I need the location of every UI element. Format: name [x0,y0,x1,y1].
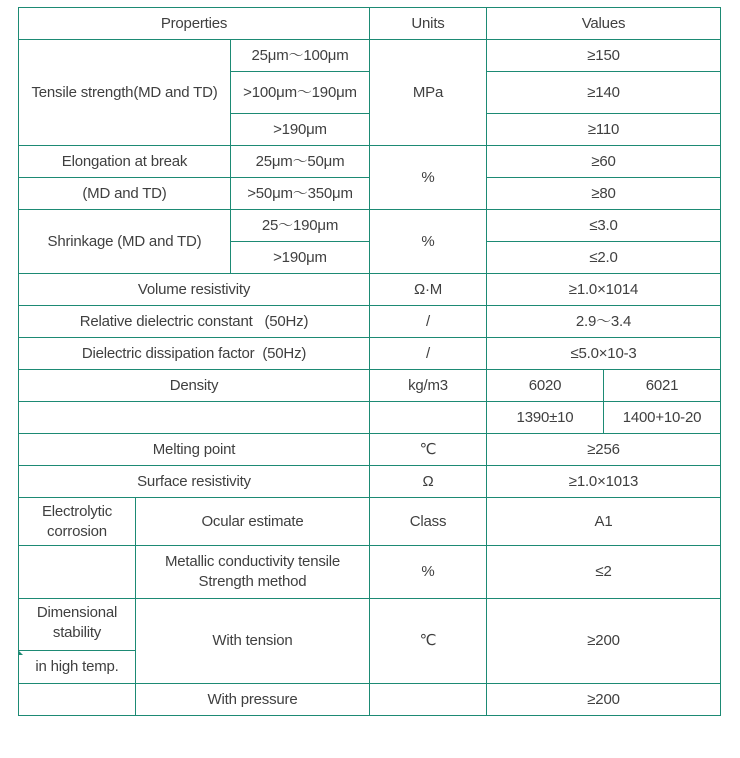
melting-point-unit: ℃ [370,434,487,466]
dimensional-label [18,599,136,651]
dimensional-unit-2 [370,684,487,716]
density-value-a: 1390±10 [487,402,604,434]
tensile-range-2: >100μm～190μm [231,72,370,114]
shrinkage-unit: % [370,210,487,274]
elongation-range-2: >50μm～350μm [231,178,370,210]
volume-resistivity-value: ≥1.0×1014 [487,274,721,306]
shrinkage-range-1: 25～190μm [231,210,370,242]
volume-resistivity-unit: Ω·M [370,274,487,306]
density-unit: kg/m3 [370,370,487,402]
electrolytic-label [18,498,136,546]
shrinkage-value-1: ≤3.0 [487,210,721,242]
tensile-range-1: 25μm～100μm [231,40,370,72]
density-value-b: 1400+10-20 [604,402,721,434]
dimensional-value-1: ≥200 [487,599,721,684]
dissipation-factor-label: Dielectric dissipation factor (50Hz) [18,338,370,370]
elongation-range-1: 25μm～50μm [231,146,370,178]
electrolytic-unit-1: Class [370,498,487,546]
dielectric-constant-unit: / [370,306,487,338]
density-empty-label [18,402,370,434]
electrolytic-method-2 [136,546,370,599]
dimensional-empty [18,684,136,716]
header-properties: Properties [18,7,370,40]
surface-resistivity-unit: Ω [370,466,487,498]
elongation-label-1: Elongation at break [18,146,231,178]
dimensional-label-3: in high temp. [18,651,136,684]
volume-resistivity-label: Volume resistivity [18,274,370,306]
elongation-unit: % [370,146,487,210]
dimensional-method-2: With pressure [136,684,370,716]
melting-point-label: Melting point [18,434,370,466]
density-label: Density [18,370,370,402]
electrolytic-value-2: ≤2 [487,546,721,599]
elongation-value-2: ≥80 [487,178,721,210]
density-empty-unit [370,402,487,434]
tensile-value-2: ≥140 [487,72,721,114]
electrolytic-value-1: A1 [487,498,721,546]
dielectric-constant-value: 2.9～3.4 [487,306,721,338]
density-grade-a: 6020 [487,370,604,402]
tensile-label: Tensile strength(MD and TD) [18,40,231,146]
electrolytic-unit-2: % [370,546,487,599]
corner-marker-icon [19,651,23,655]
tensile-range-3: >190μm [231,114,370,146]
dimensional-unit-1: ℃ [370,599,487,684]
shrinkage-range-2: >190μm [231,242,370,274]
dielectric-constant-label: Relative dielectric constant (50Hz) [18,306,370,338]
elongation-value-1: ≥60 [487,146,721,178]
header-units: Units [370,7,487,40]
surface-resistivity-label: Surface resistivity [18,466,370,498]
electrolytic-empty [18,546,136,599]
shrinkage-value-2: ≤2.0 [487,242,721,274]
tensile-value-1: ≥150 [487,40,721,72]
shrinkage-label: Shrinkage (MD and TD) [18,210,231,274]
melting-point-value: ≥256 [487,434,721,466]
elongation-label-2: (MD and TD) [18,178,231,210]
tensile-value-3: ≥110 [487,114,721,146]
electrolytic-method-1: Ocular estimate [136,498,370,546]
surface-resistivity-value: ≥1.0×1013 [487,466,721,498]
dimensional-method-1: With tension [136,599,370,684]
dissipation-factor-value: ≤5.0×10-3 [487,338,721,370]
dimensional-label-stack: Dimensional stability [36,604,118,641]
tensile-unit: MPa [370,40,487,146]
electrolytic-label-stack: Electrolytic corrosion [41,502,113,540]
electrolytic-method-2-stack: Metallic conductivity tensile Strength method [164,553,341,590]
dissipation-factor-unit: / [370,338,487,370]
header-values: Values [487,7,721,40]
density-grade-b: 6021 [604,370,721,402]
dimensional-value-2: ≥200 [487,684,721,716]
